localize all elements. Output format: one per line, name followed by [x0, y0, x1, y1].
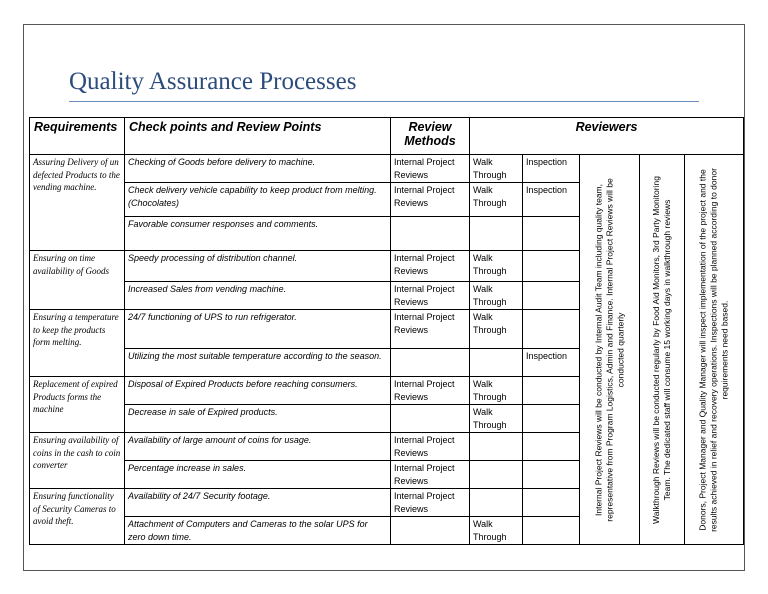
review-method-cell: Internal Project Reviews	[391, 377, 470, 405]
requirement-cell: Ensuring a temperature to keep the products form melting.	[30, 310, 125, 377]
requirement-cell: Replacement of expired Products forms the machine	[30, 377, 125, 433]
checkpoint-cell: Speedy processing of distribution channel.	[125, 251, 391, 282]
walkthrough-cell	[470, 217, 523, 251]
walkthrough-cell: Walk Through	[470, 377, 523, 405]
walkthrough-cell: Walk Through	[470, 517, 523, 545]
inspection-cell	[523, 489, 580, 517]
checkpoint-cell: Attachment of Computers and Cameras to the solar UPS for zero down time.	[125, 517, 391, 545]
checkpoint-cell: 24/7 functioning of UPS to run refrigerator.	[125, 310, 391, 349]
checkpoint-cell: Disposal of Expired Products before reaching consumers.	[125, 377, 391, 405]
walkthrough-cell: Walk Through	[470, 310, 523, 349]
inspection-cell: Inspection	[523, 155, 580, 183]
reviewer-note-text: Internal Project Reviews will be conducted by Internal Audit Team including quality team, representative from Program Logistics, Admin and Finance. Internal Project Reviews will be conducted quarterly	[593, 177, 625, 522]
reviewer-note-cell	[640, 155, 685, 545]
requirement-cell: Ensuring on time availability of Goods	[30, 251, 125, 310]
checkpoint-cell: Percentage increase in sales.	[125, 461, 391, 489]
header-reviewers: Reviewers	[470, 118, 744, 155]
checkpoint-cell: Availability of large amount of coins for usage.	[125, 433, 391, 461]
inspection-cell	[523, 433, 580, 461]
review-method-cell: Internal Project Reviews	[391, 251, 470, 282]
review-method-cell: Internal Project Reviews	[391, 310, 470, 349]
walkthrough-cell	[470, 349, 523, 377]
review-method-cell: Internal Project Reviews	[391, 282, 470, 310]
checkpoint-cell: Check delivery vehicle capability to keep product from melting. (Chocolates)	[125, 183, 391, 217]
reviewer-note-cell	[580, 155, 640, 545]
header-checkpoints: Check points and Review Points	[125, 118, 391, 155]
requirement-cell: Assuring Delivery of un defected Products to the vending machine.	[30, 155, 125, 251]
review-method-cell: Internal Project Reviews	[391, 433, 470, 461]
header-requirements: Requirements	[30, 118, 125, 155]
review-method-cell: Internal Project Reviews	[391, 183, 470, 217]
review-method-cell: Internal Project Reviews	[391, 489, 470, 517]
walkthrough-cell	[470, 433, 523, 461]
review-method-cell	[391, 349, 470, 377]
inspection-cell	[523, 377, 580, 405]
checkpoint-cell: Utilizing the most suitable temperature according to the season.	[125, 349, 391, 377]
inspection-cell	[523, 517, 580, 545]
inspection-cell	[523, 282, 580, 310]
checkpoint-cell: Increased Sales from vending machine.	[125, 282, 391, 310]
title-underline	[69, 101, 699, 102]
checkpoint-cell: Decrease in sale of Expired products.	[125, 405, 391, 433]
walkthrough-cell	[470, 461, 523, 489]
page-title: Quality Assurance Processes	[69, 68, 357, 95]
walkthrough-cell: Walk Through	[470, 251, 523, 282]
checkpoint-cell: Availability of 24/7 Security footage.	[125, 489, 391, 517]
inspection-cell: Inspection	[523, 183, 580, 217]
inspection-cell	[523, 217, 580, 251]
table-row	[30, 155, 744, 183]
table-body	[30, 155, 744, 545]
inspection-cell	[523, 251, 580, 282]
inspection-cell: Inspection	[523, 349, 580, 377]
review-method-cell: Internal Project Reviews	[391, 461, 470, 489]
walkthrough-cell: Walk Through	[470, 282, 523, 310]
quality-assurance-table	[29, 117, 744, 545]
review-method-cell	[391, 405, 470, 433]
header-review-methods: Review Methods	[391, 118, 470, 155]
walkthrough-cell: Walk Through	[470, 155, 523, 183]
requirement-cell: Ensuring functionality of Security Cameras to avoid theft.	[30, 489, 125, 545]
inspection-cell	[523, 310, 580, 349]
inspection-cell	[523, 461, 580, 489]
inspection-cell	[523, 405, 580, 433]
checkpoint-cell: Favorable consumer responses and comments.	[125, 217, 391, 251]
checkpoint-cell: Checking of Goods before delivery to machine.	[125, 155, 391, 183]
requirement-cell: Ensuring availability of coins in the cash to coin converter	[30, 433, 125, 489]
reviewer-note-cell	[685, 155, 744, 545]
review-method-cell	[391, 517, 470, 545]
walkthrough-cell	[470, 489, 523, 517]
reviewer-note-text: Walkthrough Reviews will be conducted regularly by Food Aid Monitors, 3rd Party Monitoring Team. The dedicated staff will consume 15 working days in walkthrough reviews	[651, 175, 672, 524]
walkthrough-cell: Walk Through	[470, 405, 523, 433]
review-method-cell	[391, 217, 470, 251]
walkthrough-cell: Walk Through	[470, 183, 523, 217]
reviewer-note-text: Donors, Project Manager and Quality Manager will inspect implementation of the project and the results achieved in relief and recovery operations. Inspections will be planned according to donor requirements need based.	[697, 167, 730, 532]
review-method-cell: Internal Project Reviews	[391, 155, 470, 183]
